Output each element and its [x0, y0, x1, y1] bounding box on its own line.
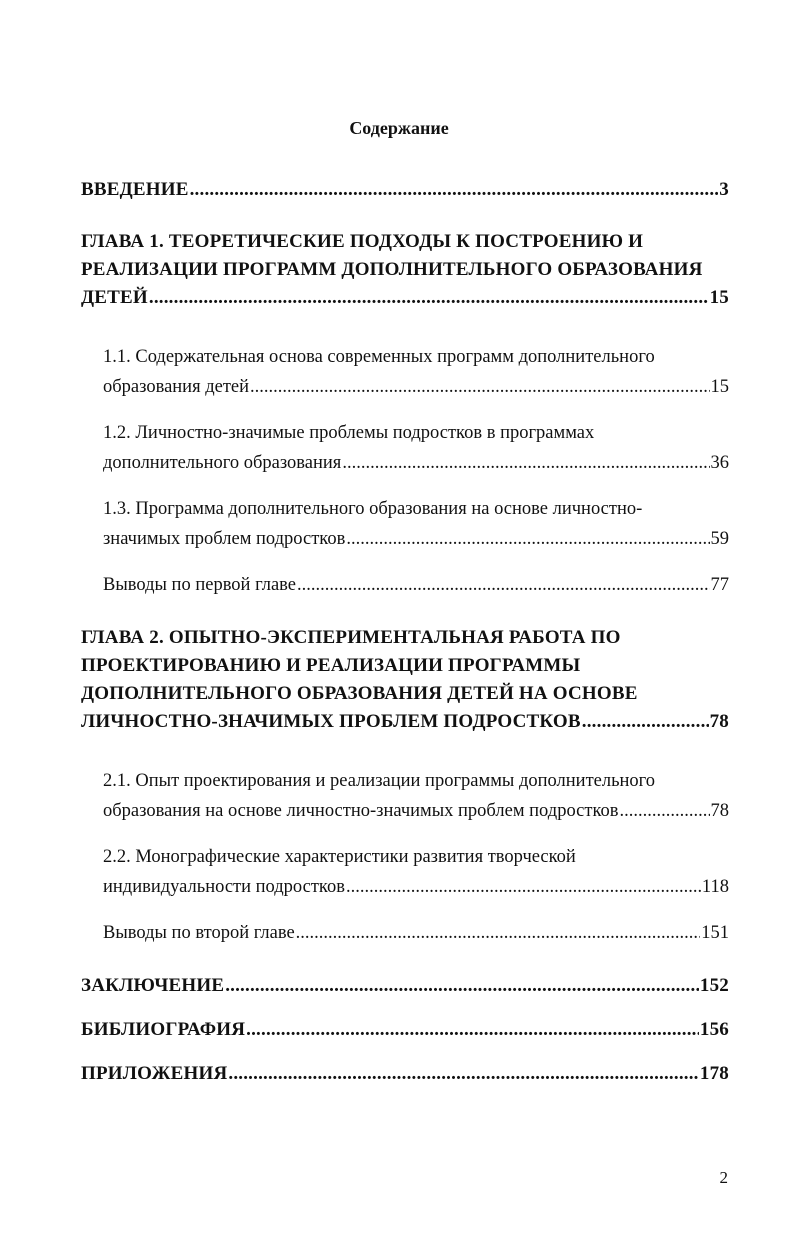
dot-leader [342, 448, 709, 478]
toc-page-number: 36 [710, 453, 729, 473]
toc-entry-line: 2.2. Монографические характеристики развития творческой [103, 847, 576, 867]
toc-entry-line: 1.1. Содержательная основа современных программ дополнительного [103, 347, 655, 367]
toc-page-number: 78 [710, 801, 729, 821]
toc-entry-title: ПРИЛОЖЕНИЯ [81, 1063, 228, 1084]
toc-entry-title: Выводы по второй главе [103, 923, 295, 943]
toc-entry-section-2-1 [103, 766, 729, 826]
toc-entry-appendix [81, 1060, 729, 1088]
dot-leader [246, 1016, 699, 1044]
dot-leader [296, 918, 701, 948]
toc-entry-title: значимых проблем подростков [103, 529, 346, 549]
toc-entry-intro [81, 176, 729, 204]
toc-entry-title: ЛИЧНОСТНО-ЗНАЧИМЫХ ПРОБЛЕМ ПОДРОСТКОВ [81, 711, 581, 732]
toc-entry-line: 1.2. Личностно-значимые проблемы подростков в программах [103, 423, 595, 443]
page-number: 2 [719, 1168, 728, 1187]
dot-leader [190, 176, 719, 204]
toc-entry-title: ВВЕДЕНИЕ [81, 179, 189, 200]
dot-leader [346, 524, 709, 554]
dot-leader [250, 372, 709, 402]
toc-entry-line: ДОПОЛНИТЕЛЬНОГО ОБРАЗОВАНИЯ ДЕТЕЙ НА ОСНОВЕ [81, 683, 638, 704]
page-title: Содержание [349, 118, 449, 138]
toc-page-number: 15 [709, 287, 729, 308]
toc-entry-title: индивидуальности подростков [103, 877, 345, 897]
toc-entry-title: образования детей [103, 377, 250, 397]
dot-leader [228, 1060, 699, 1088]
toc-entry-section-1-1 [103, 342, 729, 402]
toc-page-number: 156 [699, 1019, 729, 1040]
table-of-contents [81, 176, 729, 1088]
toc-entry-title: дополнительного образования [103, 453, 342, 473]
toc-page-number: 3 [719, 179, 729, 200]
toc-page-number: 59 [710, 529, 729, 549]
toc-entry-chapter-1 [81, 228, 729, 312]
toc-entry-line: ПРОЕКТИРОВАНИЮ И РЕАЛИЗАЦИИ ПРОГРАММЫ [81, 655, 581, 676]
dot-leader [619, 796, 709, 826]
toc-entry-title: ДЕТЕЙ [81, 287, 148, 308]
toc-entry-section-1-2 [103, 418, 729, 478]
toc-entry-chapter-2 [81, 624, 729, 736]
toc-entry-line: 1.3. Программа дополнительного образования на основе личностно- [103, 499, 643, 519]
dot-leader [297, 570, 709, 600]
toc-entry-title: БИБЛИОГРАФИЯ [81, 1019, 246, 1040]
toc-page-number: 78 [709, 711, 729, 732]
toc-entry-line: РЕАЛИЗАЦИИ ПРОГРАММ ДОПОЛНИТЕЛЬНОГО ОБРАЗОВАНИЯ [81, 259, 703, 280]
toc-entry-conclusion [81, 972, 729, 1000]
toc-page-number: 15 [710, 377, 729, 397]
toc-entry-line: ГЛАВА 2. ОПЫТНО-ЭКСПЕРИМЕНТАЛЬНАЯ РАБОТА ПО [81, 627, 621, 648]
toc-entry-title: ЗАКЛЮЧЕНИЕ [81, 975, 225, 996]
toc-entry-line: ГЛАВА 1. ТЕОРЕТИЧЕСКИЕ ПОДХОДЫ К ПОСТРОЕНИЮ И [81, 231, 644, 252]
toc-page-number: 118 [701, 877, 729, 897]
dot-leader [582, 708, 709, 736]
dot-leader [225, 972, 699, 1000]
toc-entry-chapter-1-conclusions [103, 570, 729, 600]
toc-entry-title: Выводы по первой главе [103, 575, 297, 595]
toc-entry-title: образования на основе личностно-значимых проблем подростков [103, 801, 619, 821]
toc-entry-section-1-3 [103, 494, 729, 554]
toc-page-number: 178 [699, 1063, 729, 1084]
toc-entry-line: 2.1. Опыт проектирования и реализации программы дополнительного [103, 771, 656, 791]
toc-entry-section-2-2 [103, 842, 729, 902]
toc-entry-chapter-2-conclusions [103, 918, 729, 948]
toc-entry-bibliography [81, 1016, 729, 1044]
dot-leader [149, 284, 709, 312]
toc-page-number: 151 [701, 923, 729, 943]
toc-page-number: 77 [710, 575, 729, 595]
dot-leader [346, 872, 701, 902]
toc-page-number: 152 [699, 975, 729, 996]
